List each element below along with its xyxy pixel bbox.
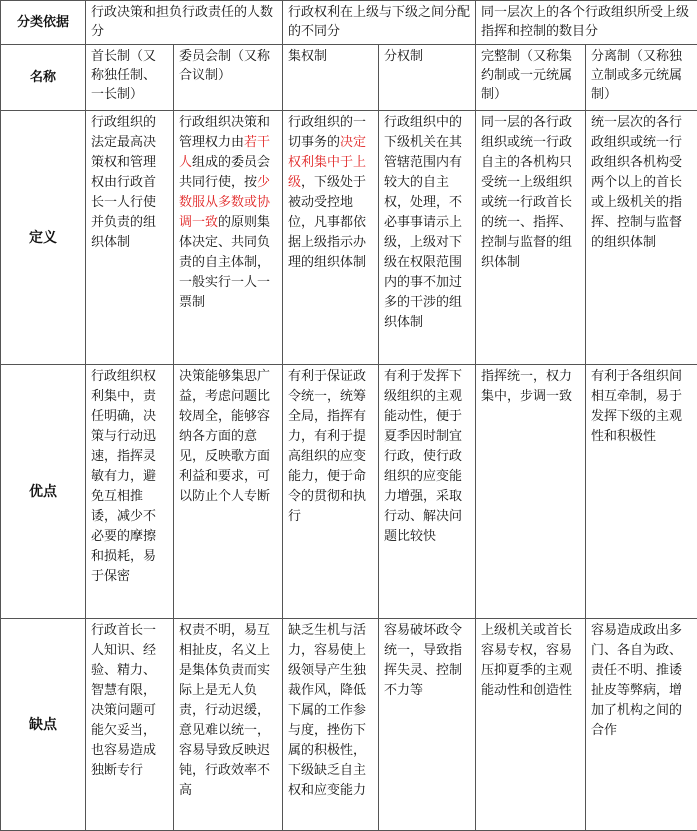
definition-text: 行政组织的一切事务的 xyxy=(288,115,367,150)
advantage-cell-weiyuanhui: 决策能够集思广益，考虑问题比较周全，能够容纳各方面的意见，反映歌方面利益和要求，可以防止个人专断 xyxy=(174,365,283,619)
definition-text: 的原则集体决定、共同负责的自主体制，一般实行一人一票制 xyxy=(179,215,271,310)
group-header-power-distribution: 行政权利在上级与下级之间分配的不同分 xyxy=(283,1,476,45)
advantage-cell-fenquan: 有利于发挥下级组织的主观能动性，便于夏季因时制宜行政，使行政组织的应变能力增强，采取行动、解决问题比较快 xyxy=(379,365,476,619)
advantage-cell-shouzhang: 行政组织权利集中，责任明确，决策与行动迅速，指挥灵敏有力，避免互相推诿，减少不必要的摩擦和损耗，易于保密 xyxy=(86,365,174,619)
name-cell-wanzheng: 完整制（又称集约制或一元统属制） xyxy=(476,45,586,111)
definition-cell-fenquan: 行政组织中的下级机关在其管辖范围内有较大的自主权，处理，不必事事请示上级，上级对下级在权限范围内的事不加过多的干涉的组织体制 xyxy=(379,111,476,365)
definition-text: 行政组织决策和管理权力由 xyxy=(179,115,271,150)
highlight-text: 少数服从多数或协调一致 xyxy=(179,175,271,230)
group-header-control-count: 同一层次上的各个行政组织所受上级指挥和控制的数目分 xyxy=(476,1,697,45)
highlight-text: 决定权利集中于上级 xyxy=(288,135,367,190)
name-cell-shouzhang: 首长制（又称独任制、一长制） xyxy=(86,45,174,111)
row-label-name: 名称 xyxy=(1,45,86,111)
advantage-cell-fenli: 有利于各组织间相互牵制，易于发挥下级的主观性和积极性 xyxy=(586,365,697,619)
disadvantage-cell-wanzheng: 上级机关或首长容易专权，容易压抑夏季的主观能动性和创造性 xyxy=(476,619,586,831)
definition-text: ，下级处于被动受控地位，凡事都依据上级指示办理的组织体制 xyxy=(288,175,367,270)
definition-cell-jiquan xyxy=(283,111,379,365)
disadvantage-cell-weiyuanhui: 权责不明，易互相扯皮，名义上是集体负责而实际上是无人负责，行动迟缓，意见难以统一，容易导致反映迟钝，行政效率不高 xyxy=(174,619,283,831)
highlight-text: 若干人 xyxy=(179,135,271,170)
advantage-cell-jiquan: 有利于保证政令统一，统筹全局，指挥有力，有利于提高组织的应变能力，便于命令的贯彻和执行 xyxy=(283,365,379,619)
name-cell-weiyuanhui: 委员会制（又称合议制） xyxy=(174,45,283,111)
row-label-advantages: 优点 xyxy=(1,365,86,619)
name-cell-fenquan: 分权制 xyxy=(379,45,476,111)
definition-cell-weiyuanhui xyxy=(174,111,283,365)
disadvantage-cell-fenli: 容易造成政出多门、各自为政、责任不明、推诿扯皮等弊病，增加了机构之间的合作 xyxy=(586,619,697,831)
advantage-cell-wanzheng: 指挥统一，权力集中，步调一致 xyxy=(476,365,586,619)
disadvantage-cell-jiquan: 缺乏生机与活力，容易使上级领导产生独裁作风，降低下属的工作参与度，挫伤下属的积极性，下级缺乏自主权和应变能力 xyxy=(283,619,379,831)
disadvantage-cell-fenquan: 容易破坏政令统一，导致指挥失灵、控制不力等 xyxy=(379,619,476,831)
group-header-decision-count: 行政决策和担负行政责任的人数分 xyxy=(86,1,283,45)
row-label-classification: 分类依据 xyxy=(1,1,86,45)
definition-text: 组成的委员会共同行使，按 xyxy=(179,155,271,190)
disadvantage-cell-shouzhang: 行政首长一人知识、经验、精力、智慧有限，决策问题可能欠妥当，也容易造成独断专行 xyxy=(86,619,174,831)
row-label-definition: 定义 xyxy=(1,111,86,365)
definition-cell-fenli: 统一层次的各行政组织或统一行政组织各机构受两个以上的首长或上级机关的指挥、控制与监督的组织体制 xyxy=(586,111,697,365)
definition-cell-shouzhang: 行政组织的法定最高决策权和管理权由行政首长一人行使并负责的组织体制 xyxy=(86,111,174,365)
name-cell-fenli: 分离制（又称独立制或多元统属制） xyxy=(586,45,697,111)
definition-cell-wanzheng: 同一层的各行政组织或统一行政自主的各机构只受统一上级组织或统一行政首长的统一、指挥、控制与监督的组织体制 xyxy=(476,111,586,365)
name-cell-jiquan: 集权制 xyxy=(283,45,379,111)
row-label-disadvantages: 缺点 xyxy=(1,619,86,831)
